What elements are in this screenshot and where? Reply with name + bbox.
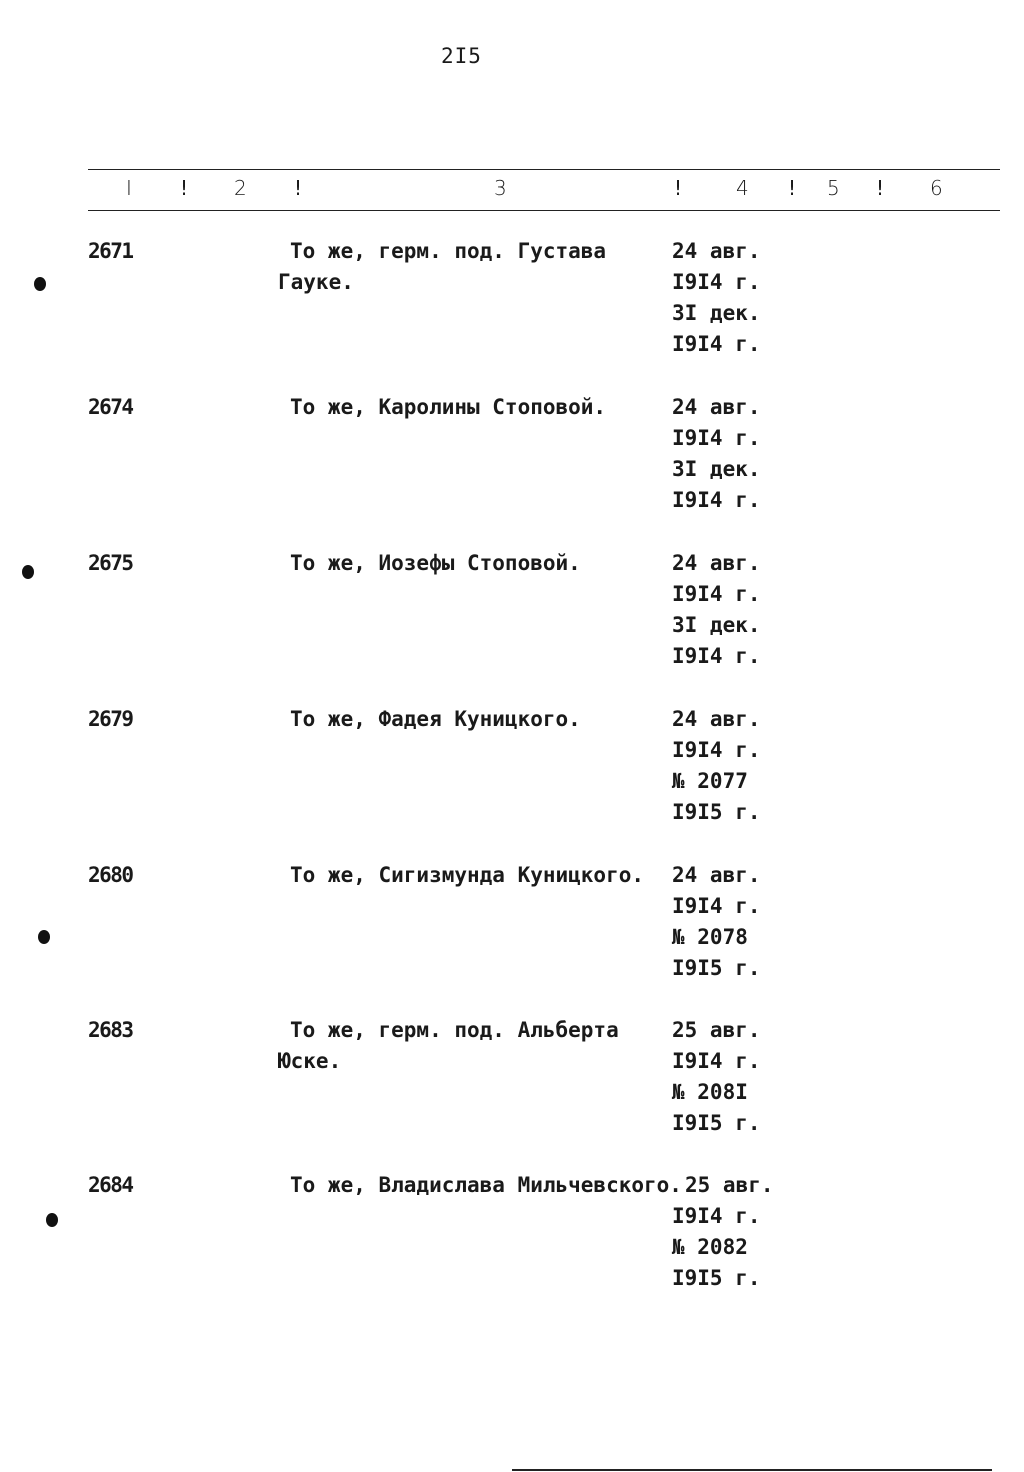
record-description-line1: То же, Каролины Стоповой.	[290, 395, 607, 419]
binder-hole	[38, 930, 50, 944]
record-number: 2683	[88, 1018, 133, 1042]
record-date-line: I9I4 г.	[672, 894, 761, 918]
record-number: 2684	[88, 1173, 133, 1197]
record-dates	[672, 392, 761, 516]
record-date-line: I9I4 г.	[672, 332, 761, 356]
record-date-line: 24 авг.	[672, 239, 761, 263]
record-date-line: 24 авг.	[672, 395, 761, 419]
record-date-line: № 2078	[672, 925, 748, 949]
record-date-line: I9I4 г.	[672, 1049, 761, 1073]
record-date-line: № 208I	[672, 1080, 748, 1104]
record-description-line1: То же, герм. под. Альберта	[290, 1018, 619, 1042]
record-date-line: № 2077	[672, 769, 748, 793]
header-col-4: 4	[736, 176, 749, 200]
record-description-line1: То же, Владислава Мильчевского.	[290, 1173, 682, 1197]
record-description	[278, 860, 678, 891]
binder-hole	[22, 565, 34, 579]
record-dates	[672, 1170, 774, 1294]
record-description-line1: То же, Сигизмунда Куницкого.	[290, 863, 645, 887]
record-date-line: 3I дек.	[672, 457, 761, 481]
header-col-5: 5	[827, 176, 840, 200]
header-separator: !	[788, 176, 797, 200]
record-date-line: I9I4 г.	[672, 270, 761, 294]
header-col-3: 3	[494, 176, 507, 200]
record-dates	[672, 548, 761, 672]
record-date-line: 25 авг.	[672, 1018, 761, 1042]
record-description-line1: То же, Иозефы Стоповой.	[290, 551, 581, 575]
page-number: 2I5	[441, 44, 482, 68]
record-date-line: 3I дек.	[672, 301, 761, 325]
record-date-line: 24 авг.	[672, 707, 761, 731]
table-header-bottom-rule	[88, 210, 1000, 211]
record-date-line: № 2082	[672, 1235, 748, 1259]
record-date-line: I9I5 г.	[672, 800, 761, 824]
header-col-2: 2	[234, 176, 247, 200]
header-col-1: I	[126, 176, 132, 200]
header-col-6: 6	[930, 176, 943, 200]
record-dates	[672, 1015, 761, 1139]
record-dates	[672, 860, 761, 984]
record-description-line2: Юске.	[278, 1049, 342, 1073]
record-number: 2674	[88, 395, 133, 419]
header-separator: !	[294, 176, 303, 200]
header-separator: !	[674, 176, 683, 200]
record-date-line: I9I5 г.	[672, 956, 761, 980]
record-date-line: I9I5 г.	[672, 1111, 761, 1135]
record-date-line: I9I4 г.	[672, 1204, 761, 1228]
record-description	[278, 548, 678, 579]
record-date-line: 24 авг.	[672, 863, 761, 887]
record-number: 2671	[88, 239, 133, 263]
record-dates	[672, 236, 761, 360]
record-description	[278, 1015, 678, 1077]
record-number: 2680	[88, 863, 133, 887]
record-description	[278, 704, 678, 735]
record-date-line: I9I4 г.	[672, 488, 761, 512]
header-separator: !	[876, 176, 885, 200]
record-date-line: I9I4 г.	[672, 644, 761, 668]
record-description-line1: То же, герм. под. Густава	[290, 239, 607, 263]
header-separator: !	[180, 176, 189, 200]
record-dates	[672, 704, 761, 828]
binder-hole	[46, 1213, 58, 1227]
record-description	[278, 236, 678, 298]
record-date-line: I9I5 г.	[672, 1266, 761, 1290]
binder-hole	[34, 277, 46, 291]
record-date-line: I9I4 г.	[672, 582, 761, 606]
record-description	[278, 392, 678, 423]
record-number: 2679	[88, 707, 133, 731]
footer-rule	[512, 1469, 992, 1471]
record-date-line: 24 авг.	[672, 551, 761, 575]
record-date-line: I9I4 г.	[672, 738, 761, 762]
record-date-line: 25 авг.	[685, 1173, 774, 1197]
record-number: 2675	[88, 551, 133, 575]
record-description	[278, 1170, 682, 1201]
table-header-top-rule	[88, 169, 1000, 170]
record-description-line1: То же, Фадея Куницкого.	[290, 707, 581, 731]
record-description-line2: Гауке.	[278, 270, 354, 294]
record-date-line: I9I4 г.	[672, 426, 761, 450]
record-date-line: 3I дек.	[672, 613, 761, 637]
